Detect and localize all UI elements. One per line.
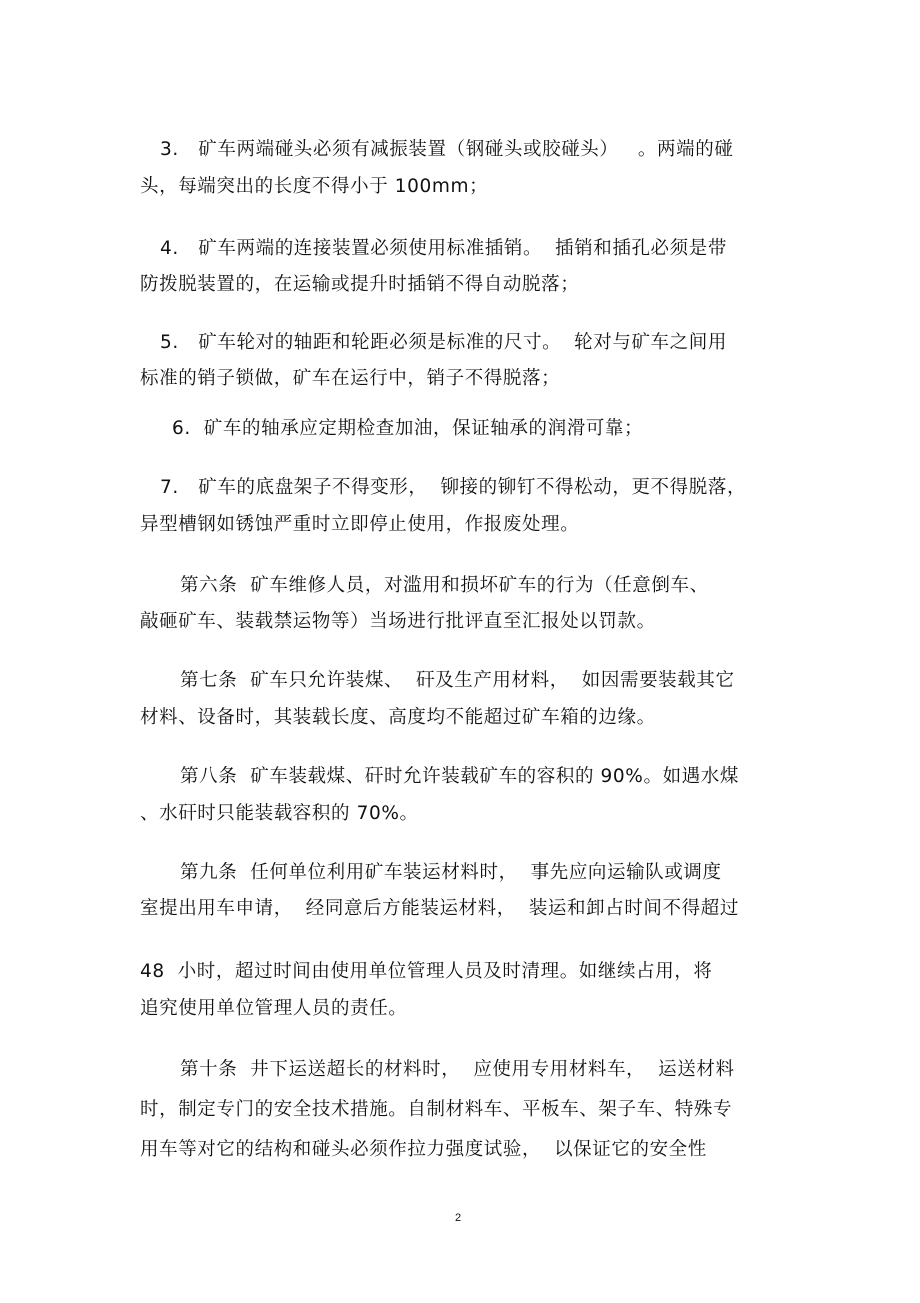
item-5-line-2: 标准的销子锁做，矿车在运行中，销子不得脱落； bbox=[140, 368, 561, 389]
item-4-line-2: 防拨脱装置的，在运输或提升时插销不得自动脱落； bbox=[140, 274, 580, 295]
article-9-line-2: 室提出用车申请， 经同意后方能装运材料， 装运和卸占时间不得超过 bbox=[140, 898, 739, 919]
article-7-line-1: 第七条 矿车只允许装煤、 矸及生产用材料， 如因需要装载其它 bbox=[180, 670, 735, 691]
item-7-line-2: 异型槽钢如锈蚀严重时立即停止使用，作报废处理。 bbox=[140, 514, 580, 535]
article-8-line-1: 第八条 矿车装载煤、矸时允许装载矿车的容积的 90%。如遇水煤 bbox=[180, 766, 739, 787]
article-9-line-3: 48 小时，超过时间由使用单位管理人员及时清理。如继续占用，将 bbox=[140, 961, 713, 982]
article-8-line-2: 、水矸时只能装载容积的 70%。 bbox=[140, 803, 419, 824]
article-9-line-1: 第九条 任何单位利用矿车装运材料时， 事先应向运输队或调度 bbox=[180, 862, 722, 883]
page-number: 2 bbox=[455, 1212, 462, 1224]
article-6-line-1: 第六条 矿车维修人员，对滥用和损坏矿车的行为（任意倒车、 bbox=[180, 575, 709, 596]
article-10-line-3: 用车等对它的结构和碰头必须作拉力强度试验， 以保证它的安全性 bbox=[140, 1139, 707, 1160]
item-6-line-1: 6. 矿车的轴承应定期检查加油，保证轴承的润滑可靠； bbox=[172, 418, 644, 439]
item-3-line-2: 头，每端突出的长度不得小于 100mm； bbox=[140, 176, 489, 197]
article-6-line-2: 敲砸矿车、装载禁运物等）当场进行批评直至汇报处以罚款。 bbox=[140, 611, 656, 632]
item-4-line-1: 4. 矿车两端的连接装置必须使用标准插销。 插销和插孔必须是带 bbox=[160, 238, 727, 259]
article-10-line-1: 第十条 井下运送超长的材料时， 应使用专用材料车， 运送材料 bbox=[180, 1059, 735, 1080]
article-7-line-2: 材料、设备时，其装载长度、高度均不能超过矿车箱的边缘。 bbox=[140, 707, 656, 728]
article-9-line-4: 追究使用单位管理人员的责任。 bbox=[140, 998, 408, 1019]
item-5-line-1: 5. 矿车轮对的轴距和轮距必须是标准的尺寸。 轮对与矿车之间用 bbox=[160, 332, 727, 353]
item-3-line-1: 3. 矿车两端碰头必须有减振装置（钢碰头或胶碰头） 。两端的碰 bbox=[160, 139, 734, 160]
article-10-line-2: 时，制定专门的安全技术措施。自制材料车、平板车、架子车、特殊专 bbox=[140, 1099, 733, 1120]
item-7-line-1: 7. 矿车的底盘架子不得变形， 铆接的铆钉不得松动，更不得脱落， bbox=[160, 477, 747, 498]
